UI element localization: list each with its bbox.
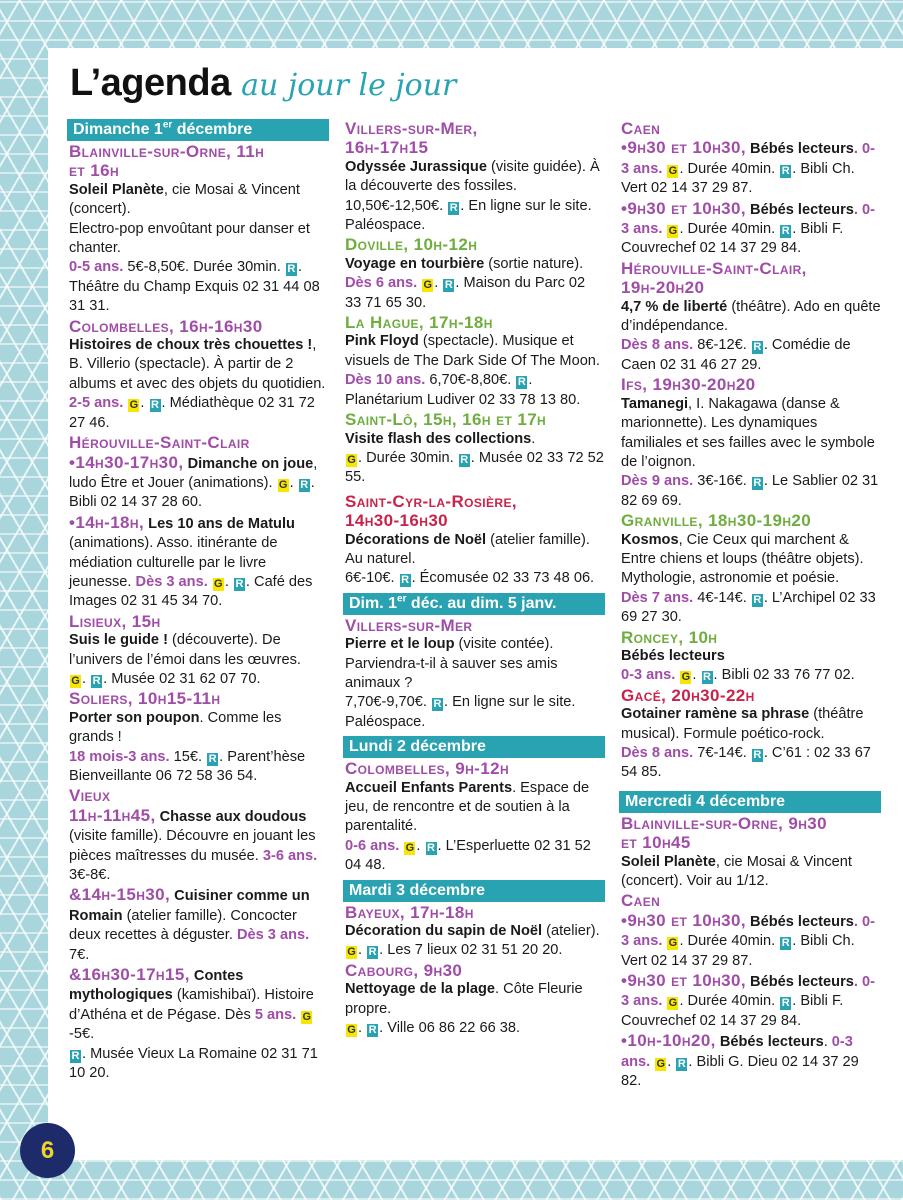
date-header-dim-janv: Dim. 1er déc. au dim. 5 janv.	[343, 593, 605, 615]
venue-heading: Bayeux, 17h-18h	[345, 902, 474, 922]
venue-heading: Vieux	[69, 786, 111, 806]
event-entry: Kosmos, Cie Ceux qui marchent & Entre chiens et loups (théâtre objets). Mythologie, astronomie et poésie.	[621, 531, 864, 587]
venue-heading: Blainville-sur-Orne, 9h30	[621, 813, 827, 833]
event-info: G . Durée 30min. R . Musée 02 33 72 52 55.	[345, 449, 604, 486]
venue-heading: Gacé, 20h30-22h	[621, 685, 755, 705]
venue-heading: Granville, 18h30-19h20	[621, 511, 812, 531]
event-info: 0-3 ans. G . R . Bibli 02 33 76 77 02.	[621, 667, 855, 684]
g-badge: G	[668, 937, 678, 950]
venue-heading: 16h-17h15	[345, 138, 429, 158]
venue-heading: Saint-Lô, 15h, 16h et 17h	[345, 410, 547, 430]
r-badge: R	[753, 477, 762, 490]
event-entry: •14h30-17h30, Dimanche on joue, ludo Être et Jouer (animations). G . R . Bibli 02 14 37 28 60.	[69, 452, 318, 511]
r-badge: R	[781, 997, 790, 1010]
event-info: 0-5 ans. 5€-8,50€. Durée 30min. R . Théâtre du Champ Exquis 02 31 44 08 31 31.	[69, 259, 320, 315]
event-entry: Bébés lecteurs	[621, 647, 725, 664]
r-badge: R	[368, 1024, 377, 1037]
venue-heading: Villers-sur-Mer	[345, 615, 473, 635]
venue-heading: Villers-sur-Mer,	[345, 119, 478, 138]
event-entry: Gotainer ramène sa phrase (théâtre musical). Formule poético-rock.	[621, 706, 864, 742]
r-badge: R	[401, 574, 410, 587]
date-header-mardi: Mardi 3 décembre	[343, 880, 605, 902]
venue-heading: Hérouville-Saint-Clair	[69, 433, 250, 453]
r-badge: R	[235, 577, 244, 590]
r-badge: R	[781, 164, 790, 177]
g-badge: G	[668, 997, 678, 1010]
g-badge: G	[214, 577, 223, 590]
g-badge: G	[668, 164, 678, 177]
event-info: G . R . Ville 06 86 22 66 38.	[347, 1020, 521, 1037]
title-main: L’agenda	[70, 62, 231, 104]
venue-heading: et 10h45	[621, 833, 691, 853]
event-info: Dès 10 ans. 6,70€-8,80€. R . Planétarium Ludiver 02 33 78 13 80.	[345, 372, 581, 408]
event-entry: Soleil Planète, cie Mosai & Vincent (concert).	[69, 181, 300, 218]
event-info: 18 mois-3 ans. 15€. R . Parent’hèse Bienveillante 06 72 58 36 54.	[69, 748, 306, 784]
r-badge: R	[300, 478, 309, 491]
page-title	[70, 62, 456, 105]
event-entry: Nettoyage de la plage. Côte Fleurie propre.	[345, 981, 583, 1017]
event-info: Dès 9 ans. 3€-16€. R . Le Sablier 02 31 82 69 69.	[621, 473, 879, 509]
venue-heading: et 16h	[69, 161, 120, 181]
g-badge: G	[302, 1010, 312, 1023]
g-badge: G	[656, 1057, 666, 1070]
event-info: Dès 7 ans. 4€-14€. R . L’Archipel 02 33 69 27 30.	[621, 589, 876, 626]
venue-heading: Cabourg, 9h30	[345, 960, 463, 980]
r-badge: R	[433, 698, 442, 711]
r-badge: R	[753, 341, 762, 354]
event-entry: •9h30 et 10h30, Bébés lecteurs. 0-3 ans. G . Durée 40min. R . Bibli F. Couvrechef 02 14 37 29 84.	[621, 198, 875, 257]
r-badge: R	[781, 937, 790, 950]
event-entry: &14h-15h30, Cuisiner comme un Romain (atelier famille). Concocter deux recettes à déguster. Dès 3 ans. 7€.	[69, 885, 310, 963]
event-entry: Histoires de choux très chouettes !, B. Villerio (spectacle). À partir de 2 albums et avec des objets du quotidien.	[69, 337, 326, 392]
r-badge: R	[449, 201, 458, 214]
r-badge: R	[368, 946, 377, 959]
g-badge: G	[278, 478, 288, 491]
event-entry: Pierre et le loup (visite contée). Parviendra-t-il à sauver ses amis animaux ?	[345, 636, 558, 691]
r-badge: R	[753, 593, 762, 606]
event-entry: •9h30 et 10h30, Bébés lecteurs. 0-3 ans. G . Durée 40min. R . Bibli Ch. Vert 02 14 37 29 87.	[621, 910, 875, 969]
r-badge: R	[444, 279, 453, 292]
event-entry: Pink Floyd (spectacle). Musique et visuels de The Dark Side Of The Moon.	[345, 333, 600, 369]
event-info: R . Musée Vieux La Romaine 02 31 71 10 20.	[69, 1045, 318, 1082]
venue-heading: Blainville-sur-Orne, 11h	[69, 142, 265, 161]
event-info: Dès 8 ans. 7€-14€. R . C’61 : 02 33 67 54 85.	[621, 745, 871, 781]
venue-heading: Saint-Cyr-la-Rosière,	[345, 491, 518, 511]
r-badge: R	[427, 841, 435, 854]
event-entry: Suis le guide ! (découverte). De l’univers de l’émoi dans les œuvres.	[69, 632, 301, 668]
g-badge: G	[423, 279, 433, 292]
column-1	[69, 119, 329, 1084]
event-entry: Décoration du sapin de Noël (atelier).	[345, 923, 600, 940]
event-entry: Odyssée Jurassique (visite guidée). À la découverte des fossiles. 10,50€-12,50€. R . En ligne sur le site. Paléospace.	[345, 158, 600, 234]
g-badge: G	[405, 841, 415, 854]
r-badge: R	[517, 376, 526, 389]
r-badge: R	[92, 674, 101, 687]
date-header-sun1: Dimanche 1er décembre	[67, 119, 329, 141]
event-entry: Porter son poupon. Comme les grands !	[69, 709, 282, 746]
event-entry: 4,7 % de liberté (théâtre). Ado en quête d’indépendance.	[621, 298, 881, 335]
g-badge: G	[347, 946, 356, 959]
venue-heading: Caen	[621, 891, 661, 911]
event-entry: •10h-10h20, Bébés lecteurs. 0-3 ans. G . R . Bibli G. Dieu 02 14 37 29 82.	[621, 1031, 859, 1090]
event-info: 2-5 ans. G . R . Médiathèque 02 31 72 27 46.	[69, 395, 315, 431]
g-badge: G	[681, 671, 691, 684]
r-badge: R	[781, 225, 790, 238]
venue-heading: La Hague, 17h-18h	[345, 313, 493, 333]
date-header-lundi: Lundi 2 décembre	[343, 736, 605, 758]
venue-heading: Soliers, 10h15-11h	[69, 689, 221, 709]
venue-heading: Caen	[621, 119, 661, 138]
g-badge: G	[71, 674, 80, 687]
event-entry: Tamanegi, I. Nakagawa (danse & marionnette). Les dynamiques familiales et ses failles avec le symbole de l’oignon.	[621, 395, 875, 470]
g-badge: G	[347, 1024, 356, 1037]
event-entry: &16h30-17h15, Contes mythologiques (kamishibaï). Histoire d’Athéna et de Pégase. Dès 5 ans. G-5€.	[69, 965, 314, 1043]
event-info: Dès 8 ans. 8€-12€. R . Comédie de Caen 02 31 46 27 29.	[621, 337, 851, 373]
event-info: G . R . Les 7 lieux 02 31 51 20 20.	[347, 942, 563, 959]
event-info: G . R . Musée 02 31 62 07 70.	[71, 670, 261, 687]
column-2	[345, 119, 605, 1038]
venue-heading: Lisieux, 15h	[69, 611, 161, 631]
title-script: au jour le jour	[241, 68, 457, 103]
event-entry: Soleil Planète, cie Mosai & Vincent (concert). Voir au 1/12.	[621, 853, 852, 890]
event-entry: 11h-11h45, Chasse aux doudous (visite famille). Découvre en jouant les pièces maîtresses du musée. 3-6 ans. 3€-8€.	[69, 805, 318, 884]
g-badge: G	[668, 225, 678, 238]
r-badge: R	[703, 671, 711, 684]
event-info: 7,70€-9,70€. R . En ligne sur le site. Paléospace.	[345, 694, 576, 730]
venue-heading: 19h-20h20	[621, 278, 705, 298]
r-badge: R	[460, 453, 469, 466]
event-entry: Voyage en tourbière (sortie nature).	[345, 255, 584, 272]
event-description: Electro-pop envoûtant pour danser et chanter.	[69, 220, 310, 257]
venue-heading: Roncey, 10h	[621, 627, 718, 647]
g-badge: G	[347, 453, 356, 466]
venue-heading: 14h30-16h30	[345, 511, 449, 531]
venue-heading: Doville, 10h-12h	[345, 235, 478, 255]
r-badge: R	[677, 1057, 686, 1070]
event-entry: Visite flash des collections.	[345, 430, 536, 447]
venue-heading: Colombelles, 9h-12h	[345, 759, 510, 779]
venue-heading: Colombelles, 16h-16h30	[69, 316, 263, 336]
r-badge: R	[287, 263, 296, 276]
column-3	[621, 119, 881, 1092]
event-entry: •14h-18h, Les 10 ans de Matulu (animations). Asso. itinérante de médiation culturelle par le livre jeunesse. Dès 3 ans. G . R . Café des Images 02 31 45 34 70.	[69, 512, 313, 610]
g-badge: G	[129, 399, 139, 412]
event-entry: •9h30 et 10h30, Bébés lecteurs. 0-3 ans. G . Durée 40min. R . Bibli Ch. Vert 02 14 37 29 87.	[621, 138, 875, 197]
venue-heading: Ifs, 19h30-20h20	[621, 375, 756, 395]
event-info: Dès 6 ans. G . R . Maison du Parc 02 33 71 65 30.	[345, 275, 586, 311]
r-badge: R	[753, 749, 762, 761]
r-badge: R	[208, 752, 217, 765]
event-info: 6€-10€. R . Écomusée 02 33 73 48 06.	[345, 570, 595, 587]
venue-heading: Hérouville-Saint-Clair,	[621, 258, 807, 278]
event-entry: Décorations de Noël (atelier famille). Au naturel.	[345, 531, 590, 567]
event-entry: •9h30 et 10h30, Bébés lecteurs. 0-3 ans. G . Durée 40min. R . Bibli F. Couvrechef 02 14 37 29 84.	[621, 971, 875, 1029]
event-info: 0-6 ans. G . R . L’Esperluette 02 31 52 04 48.	[345, 837, 591, 874]
event-entry: Accueil Enfants Parents. Espace de jeu, de rencontre et de soutien à la parentalité.	[345, 779, 590, 835]
page-number: 6	[20, 1123, 75, 1178]
r-badge: R	[151, 399, 159, 412]
r-badge: R	[71, 1049, 80, 1062]
date-header-mercredi: Mercredi 4 décembre	[619, 791, 881, 813]
